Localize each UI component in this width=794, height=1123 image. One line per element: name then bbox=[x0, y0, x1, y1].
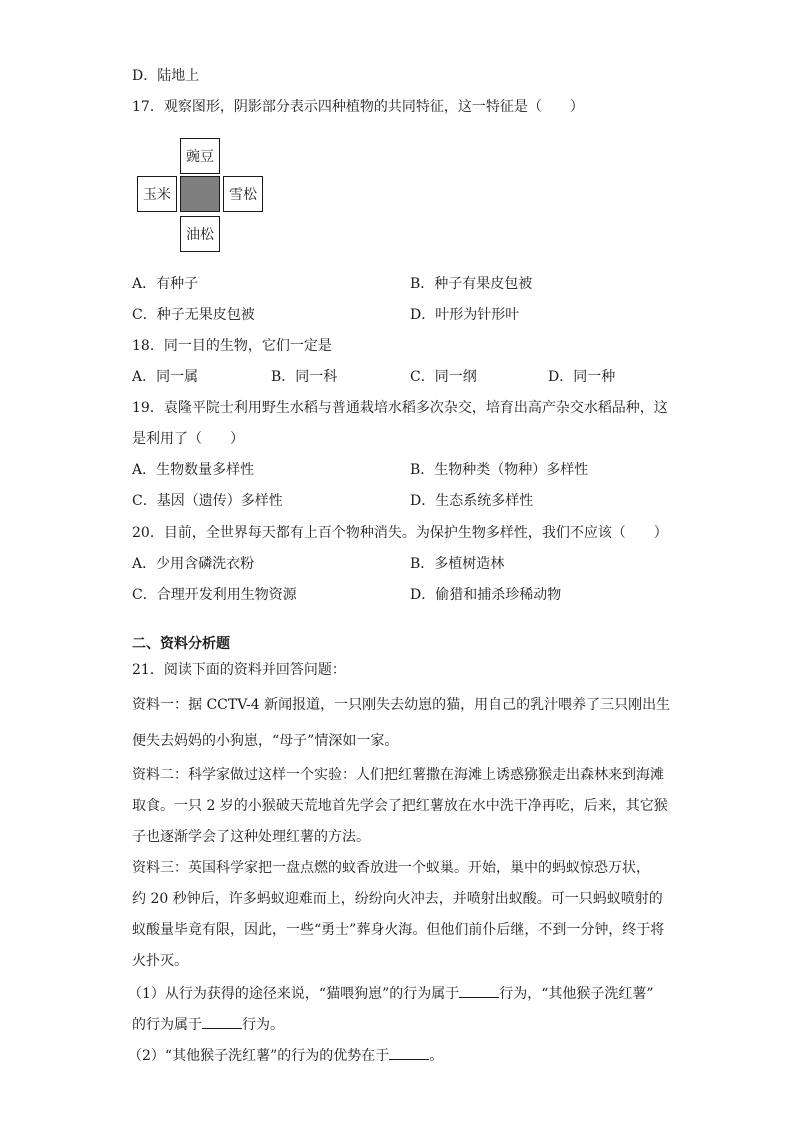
material2-line3: 子也逐渐学会了这种处理红薯的方法。 bbox=[132, 829, 370, 845]
material2-line2: 取食。一只 2 岁的小猴破天荒地首先学会了把红薯放在水中洗干净再吃，后来，其它猴 bbox=[132, 798, 668, 814]
q20-stem: 20．目前，全世界每天都有上百个物种消失。为保护生物多样性，我们不应该（ ） bbox=[132, 525, 668, 541]
q20-option-d[interactable]: D．偷猎和捕杀珍稀动物 bbox=[410, 587, 562, 603]
answer-blank-3[interactable] bbox=[389, 1045, 429, 1060]
diagram-top-cell: 豌豆 bbox=[180, 138, 220, 174]
q19-stem-line1: 19．袁隆平院士利用野生水稻与普通栽培水稻多次杂交，培育出高产杂交水稻品种，这 bbox=[132, 400, 668, 416]
q17-option-d[interactable]: D．叶形为针形叶 bbox=[410, 307, 520, 323]
sub1-text-c: 的行为属于 bbox=[132, 1017, 202, 1033]
q18-option-c[interactable]: C．同一纲 bbox=[410, 369, 477, 385]
q19-option-d[interactable]: D．生态系统多样性 bbox=[410, 493, 534, 509]
q17-stem: 17．观察图形，阴影部分表示四种植物的共同特征，这一特征是（ ） bbox=[132, 99, 584, 115]
diagram-left-cell: 玉米 bbox=[137, 176, 177, 212]
sub2-text-b: 。 bbox=[429, 1048, 444, 1064]
q18-option-b[interactable]: B．同一科 bbox=[271, 369, 338, 385]
q21-stem: 21．阅读下面的资料并回答问题： bbox=[132, 662, 346, 678]
q20-option-c[interactable]: C．合理开发利用生物资源 bbox=[132, 587, 297, 603]
q17-option-c[interactable]: C．种子无果皮包被 bbox=[132, 307, 255, 323]
q19-option-b[interactable]: B．生物种类（物种）多样性 bbox=[410, 462, 589, 478]
material3-line4: 火扑灭。 bbox=[132, 953, 188, 969]
sub1-text-a: （1）从行为获得的途径来说，“猫喂狗崽”的行为属于 bbox=[128, 986, 460, 1002]
material3-line3: 蚁酸量毕竟有限，因此，一些“勇士”葬身火海。但他们前仆后继，不到一分钟，终于将 bbox=[132, 922, 665, 938]
sub-question-2 bbox=[128, 1045, 443, 1066]
q17-option-a[interactable]: A．有种子 bbox=[132, 276, 199, 292]
sub-question-1-line1 bbox=[128, 983, 654, 1004]
material2-line1: 资料二：科学家做过这样一个实验：人们把红薯撒在海滩上诱惑猕猴走出森林来到海滩 bbox=[132, 767, 664, 783]
q19-option-a[interactable]: A．生物数量多样性 bbox=[132, 462, 255, 478]
q18-option-d[interactable]: D．同一种 bbox=[548, 369, 616, 385]
q16-option-d: D．陆地上 bbox=[132, 68, 200, 84]
q18-option-a[interactable]: A．同一属 bbox=[132, 369, 199, 385]
q17-option-b[interactable]: B．种子有果皮包被 bbox=[410, 276, 533, 292]
diagram-bottom-cell: 油松 bbox=[180, 216, 220, 252]
material3-line2: 约 20 秒钟后，许多蚂蚁迎难而上，纷纷向火冲去，并喷射出蚁酸。可一只蚂蚁喷射的 bbox=[132, 891, 663, 907]
material3-line1: 资料三：英国科学家把一盘点燃的蚊香放进一个蚁巢。开始，巢中的蚂蚁惊恐万状， bbox=[132, 860, 650, 876]
sub1-text-d: 行为。 bbox=[242, 1017, 284, 1033]
section-title: 二、资料分析题 bbox=[132, 636, 230, 652]
sub-question-1-line2 bbox=[132, 1014, 284, 1035]
diagram-right-cell: 雪松 bbox=[223, 176, 263, 212]
q18-stem: 18．同一目的生物，它们一定是 bbox=[132, 338, 332, 354]
q19-stem-line2: 是利用了（ ） bbox=[132, 431, 244, 447]
sub1-text-b: 行为，“其他猴子洗红薯” bbox=[499, 986, 654, 1002]
answer-blank-2[interactable] bbox=[202, 1014, 242, 1029]
diagram-shaded-center bbox=[180, 176, 220, 212]
sub2-text-a: （2）“其他猴子洗红薯”的行为的优势在于 bbox=[128, 1048, 390, 1064]
q19-option-c[interactable]: C．基因（遗传）多样性 bbox=[132, 493, 283, 509]
material1-line2: 便失去妈妈的小狗崽，“母子”情深如一家。 bbox=[132, 733, 399, 749]
answer-blank-1[interactable] bbox=[459, 983, 499, 998]
q20-option-a[interactable]: A．少用含磷洗衣粉 bbox=[132, 556, 255, 572]
material1-line1: 资料一：据 CCTV-4 新闻报道，一只刚失去幼崽的猫，用自己的乳汁喂养了三只刚出生 bbox=[132, 697, 671, 713]
q20-option-b[interactable]: B．多植树造林 bbox=[410, 556, 505, 572]
